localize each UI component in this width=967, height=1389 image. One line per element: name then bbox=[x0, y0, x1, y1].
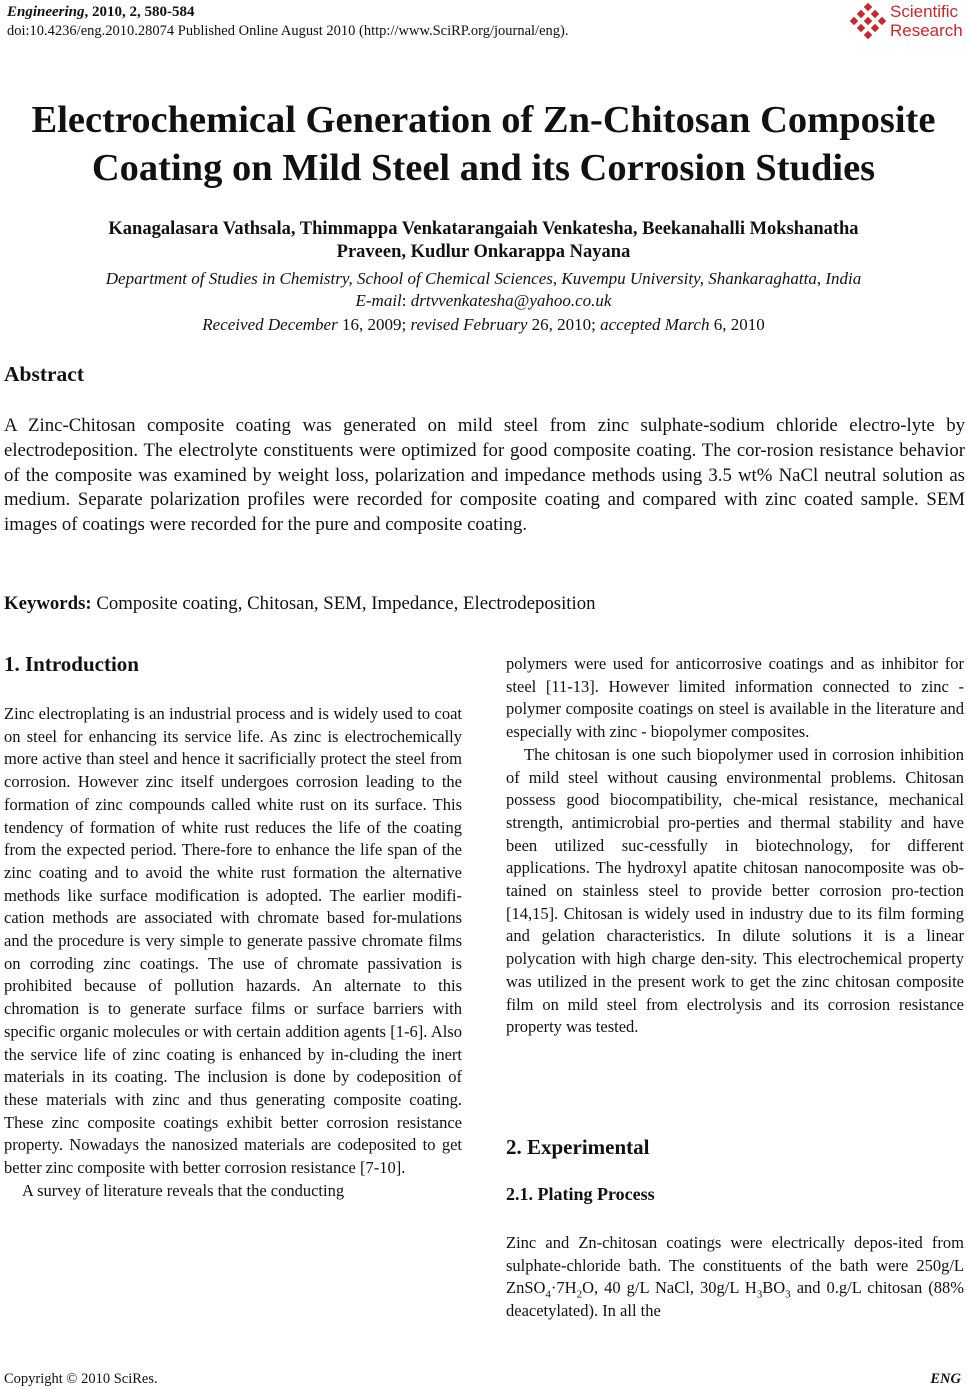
journal-name: Engineering bbox=[7, 4, 85, 20]
title-line-2: Coating on Mild Steel and its Corrosion Studies bbox=[91, 147, 876, 189]
doi-line: doi:10.4236/eng.2010.28074 Published Online August 2010 (http://www.SciRP.org/journal/eng). bbox=[7, 23, 569, 39]
subscript: 3 bbox=[756, 1288, 763, 1301]
paper-title bbox=[0, 96, 967, 192]
abstract-text: A Zinc-Chitosan composite coating was generated on mild steel from zinc sulphate-sodium chloride electro-lyte by electrodeposition. The electrolyte constituents were optimized for good composite coating. The cor-rosion resistance behavior of the composite was examined by weight loss, polarization and impedance methods using 3.5 wt% NaCl neutral solution as medium. Separate polarization profiles were recorded for composite coating and compared with zinc coated sample. SEM images of coatings were recorded for the pure and composite coating. bbox=[4, 415, 965, 536]
plating-text-c: O, 40 g/L NaCl, 30g/L H bbox=[582, 1278, 757, 1298]
plating-text-b: ·7H bbox=[550, 1278, 577, 1298]
column-right bbox=[506, 653, 964, 1039]
plating-paragraph bbox=[506, 1232, 964, 1323]
revised-date: 26, 2010; bbox=[527, 315, 601, 334]
journal-issue: , 2010, 2, 580-584 bbox=[84, 4, 195, 20]
email-label: E-mail bbox=[355, 291, 402, 310]
intro-paragraph-3: The chitosan is one such biopolymer used in corrosion inhibition of mild steel without causing environmental problems. Chitosan possess good biocompatibility, che-mical resistance, mechanical strength, antimicrobial pro-perties and thermal stability and have been utilized suc-cessfully in biotechnology, for different applications. The hydroxyl apatite chitosan nanocomposite was ob-tained on stainless steel to provide better corrosion pro-tection [14,15]. Chitosan is widely used in industry due to its film forming and gelation characteristics. In dilute solutions it is a linear polycation with high charge den-sity. This electrochemical property was utilized in the present work to get the zinc chitosan composite film on mild steel from electrolysis and its corrosion resistance property was tested. bbox=[506, 744, 964, 1037]
abstract-heading: Abstract bbox=[4, 362, 85, 386]
authors bbox=[20, 218, 947, 264]
logo-text bbox=[890, 2, 963, 40]
subscript: 2 bbox=[576, 1288, 583, 1301]
section-heading-introduction: 1. Introduction bbox=[4, 652, 139, 676]
subsection-heading-plating: 2.1. Plating Process bbox=[506, 1184, 655, 1204]
section-heading-experimental: 2. Experimental bbox=[506, 1135, 650, 1159]
subscript: 3 bbox=[785, 1288, 791, 1301]
publisher-logo bbox=[848, 2, 966, 44]
subscript: 4 bbox=[545, 1288, 551, 1301]
accepted-date: 6, 2010 bbox=[709, 315, 765, 334]
logo-diamond-icon bbox=[848, 2, 888, 42]
authors-line-2: Praveen, Kudlur Onkarappa Nayana bbox=[336, 242, 631, 262]
plating-text-e: and 0.g/L chitosan (88% deacetylated). In all the bbox=[506, 1278, 965, 1321]
email-address: drtvvenkatesha@yahoo.co.uk bbox=[410, 291, 612, 310]
footer-copyright: Copyright © 2010 SciRes. bbox=[4, 1371, 158, 1387]
keywords-label: Keywords: bbox=[4, 593, 92, 614]
affiliation: Department of Studies in Chemistry, School of Chemical Sciences, Kuvempu University, Shankaraghatta, India bbox=[105, 269, 862, 288]
intro-paragraph-1: Zinc electroplating is an industrial process and is widely used to coat on steel for enhancing its service life. As zinc is electrochemically more active than steel and hence it sacrificially protect the steel from corrosion. However zinc itself undergoes corrosion leading to the formation of zinc compounds called white rust on its surface. This tendency of formation of white rust reduces the life of the coating from the expected period. There-fore to enhance the life span of the zinc coating and to avoid the white rust formation the alternative methods like surface modification is adopted. The earlier modifi-cation methods are associated with chromate based for-mulations and the procedure is very simple to generate passive chromate films on corroding zinc coatings. The use of chromate passivation is prohibited because of pollution hazards. An alternate to this chromation is to generate surface films or surface barriers with specific organic molecules or with certain addition agents [1-6]. Also the service life of zinc coating is enhanced by in-cluding the inert materials in its coating. The inclusion is done by codeposition of these materials with zinc and thus generating composite coating. These zinc composite coatings exhibit better corrosion resistance property. Nowadays the nanosized materials are codeposited to get better zinc composite with better corrosion resistance [7-10]. bbox=[4, 704, 462, 1178]
keywords-text: Composite coating, Chitosan, SEM, Impedance, Electrodeposition bbox=[91, 593, 596, 614]
received-dates bbox=[0, 314, 967, 336]
logo-line-1: Scientific bbox=[890, 2, 959, 21]
revised-label: revised February bbox=[410, 315, 528, 334]
intro-paragraph-2-start: A survey of literature reveals that the conducting bbox=[22, 1180, 345, 1200]
received-date: 16, 2009; bbox=[337, 315, 411, 334]
accepted-label: accepted March bbox=[600, 315, 710, 334]
keywords bbox=[4, 593, 596, 615]
email-line: E-mail: drtvvenkatesha@yahoo.co.uk bbox=[355, 291, 612, 310]
authors-line-1: Kanagalasara Vathsala, Thimmappa Venkatarangaiah Venkatesha, Beekanahalli Mokshanatha bbox=[108, 219, 859, 239]
title-line-1: Electrochemical Generation of Zn-Chitosan Composite bbox=[31, 99, 936, 141]
footer-journal: ENG bbox=[930, 1371, 961, 1387]
plating-text-a: Zinc and Zn-chitosan coatings were electrically depos-ited from sulphate-chloride bath. The constituents of the bath were 250g/L ZnSO bbox=[506, 1233, 964, 1298]
logo-line-2: Research bbox=[890, 21, 963, 40]
intro-paragraph-2-cont: polymers were used for anticorrosive coatings and as inhibitor for steel [11-13]. However limited information connected to zinc - polymer composite coatings on steel is available in the literature and especially with zinc - biopolymer composites. bbox=[506, 654, 964, 742]
received-label: Received December bbox=[202, 315, 338, 334]
journal-citation bbox=[7, 4, 195, 21]
column-left bbox=[4, 703, 462, 1202]
plating-text-d: BO bbox=[762, 1278, 786, 1298]
